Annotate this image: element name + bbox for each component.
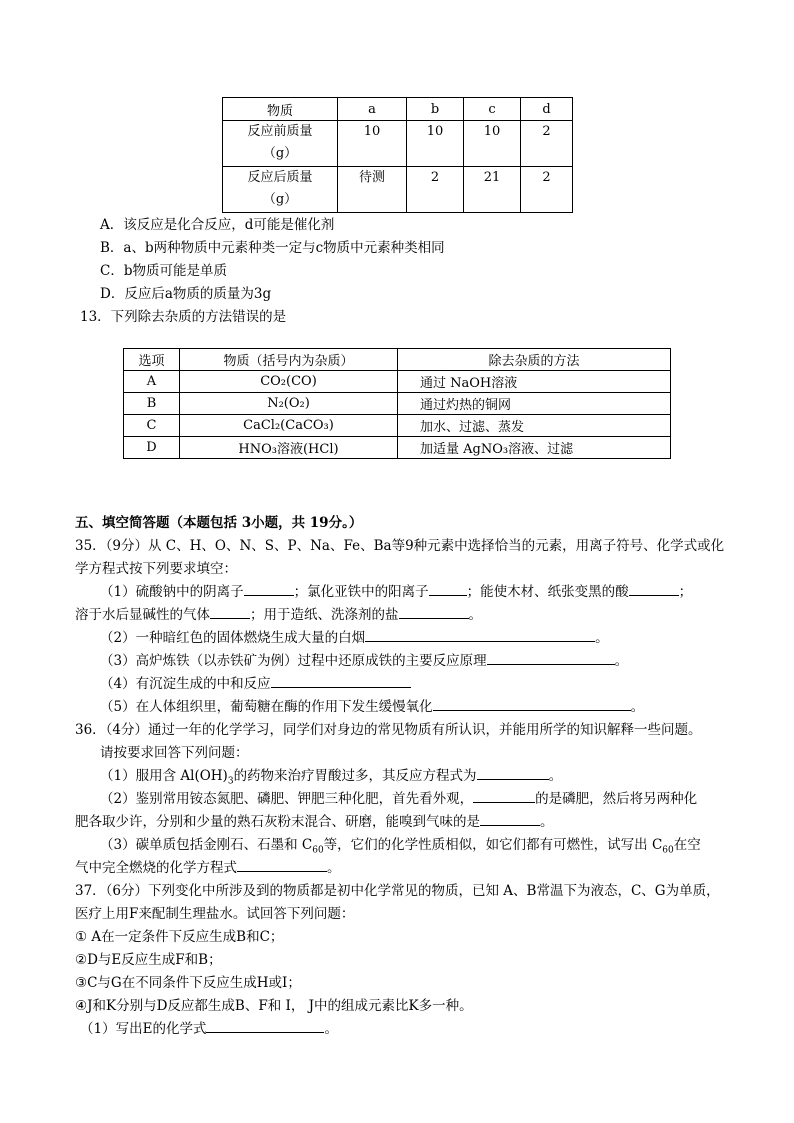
table-row xyxy=(223,121,573,167)
impurity-table-header-cell: 物质（括号内为杂质） xyxy=(180,349,398,371)
mass-cell: 10 xyxy=(464,121,521,167)
q35-part5: （5）在人体组织里，葡萄糖在酶的作用下发生缓慢氧化 。 xyxy=(100,699,645,715)
q12-option-b: B．a、b两种物质中元素种类一定与c物质中元素种类相同 xyxy=(100,240,445,256)
table-row xyxy=(124,393,671,415)
answer-blank[interactable] xyxy=(271,674,411,688)
q37-statement-1: ① A在一定条件下反应生成B和C； xyxy=(75,929,284,945)
mass-cell: 待测 xyxy=(338,167,407,213)
table-row xyxy=(124,371,671,393)
method-cell: 通过 NaOH溶液 xyxy=(398,371,671,393)
mass-cell: 2 xyxy=(521,121,573,167)
q35-part4: （4）有沉淀生成的中和反应 xyxy=(100,672,411,692)
answer-blank[interactable] xyxy=(237,858,327,872)
option-cell: C xyxy=(124,415,180,437)
answer-blank[interactable] xyxy=(365,628,595,642)
q36-intro-line2: 请按要求回答下列问题： xyxy=(100,745,249,761)
q35-part1-line1: （1）硫酸钠中的阴离子 ；氯化亚铁中的阳离子 ；能使木材、纸张变黑的酸 ； xyxy=(100,584,693,600)
answer-blank[interactable] xyxy=(206,1019,324,1033)
mass-table-header-cell: b xyxy=(407,98,464,121)
mass-after-label: 反应后质量 （g） xyxy=(223,167,338,213)
answer-blank[interactable] xyxy=(629,582,679,596)
substance-cell: CaCl₂(CaCO₃) xyxy=(180,415,398,437)
answer-blank[interactable] xyxy=(210,605,250,619)
q37-part1: （1）写出E的化学式 。 xyxy=(80,1021,338,1037)
mass-table-header-cell: 物质 xyxy=(223,98,338,121)
table-row xyxy=(124,437,671,459)
substance-cell: HNO₃溶液(HCl) xyxy=(180,437,398,459)
impurity-table xyxy=(123,348,671,459)
substance-cell: CO₂(CO) xyxy=(180,371,398,393)
table-row xyxy=(223,167,573,213)
option-cell: A xyxy=(124,371,180,393)
method-cell: 加适量 AgNO₃溶液、过滤 xyxy=(398,437,671,459)
mass-cell: 10 xyxy=(407,121,464,167)
q36-part3-line1: （3）碳单质包括金刚石、石墨和 $C_{60}$等，它们的化学性质相似，如它们都有可燃性，试写出 $C_{60}$在空 xyxy=(100,837,701,856)
impurity-table-header-cell: 选项 xyxy=(124,349,180,371)
answer-blank[interactable] xyxy=(487,651,615,665)
q13-title: 13．下列除去杂质的方法错误的是 xyxy=(80,309,287,325)
table-row xyxy=(124,415,671,437)
q36-part2-line2: 肥各取少许，分别和少量的熟石灰粉末混合、研磨，能嗅到气味的是 。 xyxy=(75,814,554,830)
answer-blank[interactable] xyxy=(433,697,631,711)
option-cell: B xyxy=(124,393,180,415)
mass-table-header-cell: a xyxy=(338,98,407,121)
answer-blank[interactable] xyxy=(477,766,549,780)
q35-part3: （3）高炉炼铁（以赤铁矿为例）过程中还原成铁的主要反应原理 。 xyxy=(100,653,629,669)
q36-part1: （1）服用含 $Al(OH)_3$的药物来治疗胃酸过多，其反应方程式为 。 xyxy=(100,768,563,787)
method-cell: 通过灼热的铜网 xyxy=(398,393,671,415)
q35-part1-line2: 溶于水后显碱性的气体 ；用于造纸、洗涤剂的盐 。 xyxy=(75,607,482,623)
q36-part3-line2: 气中完全燃烧的化学方程式 。 xyxy=(75,860,341,876)
answer-blank[interactable] xyxy=(429,582,467,596)
q36-intro-line1: 36．（4分）通过一年的化学学习，同学们对身边的常见物质有所认识，并能用所学的知识解释一些问题。 xyxy=(75,722,702,738)
method-cell: 加水、过滤、蒸发 xyxy=(398,415,671,437)
q37-intro-line1: 37．（6分）下列变化中所涉及到的物质都是初中化学常见的物质，已知 A、B常温下为液态，C、G为单质， xyxy=(75,883,720,899)
q37-statement-2: ②D与E反应生成F和B； xyxy=(75,952,222,968)
q35-intro-line2: 学方程式按下列要求填空： xyxy=(75,561,237,577)
answer-blank[interactable] xyxy=(399,605,469,619)
q12-option-c: C．b物质可能是单质 xyxy=(100,263,227,279)
q37-intro-line2: 医疗上用F来配制生理盐水。试回答下列问题： xyxy=(75,906,355,922)
q36-part2-line1: （2）鉴别常用铵态氮肥、磷肥、钾肥三种化肥，首先看外观， 的是磷肥，然后将另两种化 xyxy=(100,791,698,807)
answer-blank[interactable] xyxy=(244,582,294,596)
option-cell: D xyxy=(124,437,180,459)
q37-statement-3: ③C与G在不同条件下反应生成H或I； xyxy=(75,975,301,991)
mass-table xyxy=(222,97,573,213)
mass-table-header-cell: d xyxy=(521,98,573,121)
mass-table-header-cell: c xyxy=(464,98,521,121)
substance-cell: N₂(O₂) xyxy=(180,393,398,415)
q37-statement-4: ④J和K分别与D反应都生成B、F和 I， J中的组成元素比K多一种。 xyxy=(75,998,473,1014)
impurity-table-header-cell: 除去杂质的方法 xyxy=(398,349,671,371)
mass-cell: 10 xyxy=(338,121,407,167)
mass-before-label: 反应前质量 （g） xyxy=(223,121,338,167)
answer-blank[interactable] xyxy=(480,812,540,826)
mass-cell: 2 xyxy=(521,167,573,213)
q35-intro-line1: 35．（9分）从 C、H、O、N、S、P、Na、Fe、Ba等9种元素中选择恰当的元素，用离子符号、化学式或化 xyxy=(75,538,725,554)
q35-part2: （2）一种暗红色的固体燃烧生成大量的白烟 。 xyxy=(100,630,609,646)
mass-cell: 2 xyxy=(407,167,464,213)
mass-cell: 21 xyxy=(464,167,521,213)
q12-option-a: A．该反应是化合反应，d可能是催化剂 xyxy=(100,217,335,233)
answer-blank[interactable] xyxy=(473,789,535,803)
q12-option-d: D．反应后a物质的质量为3g xyxy=(100,286,272,302)
section-title: 五、填空简答题（本题包括 3小题，共 19分。） xyxy=(75,515,363,531)
